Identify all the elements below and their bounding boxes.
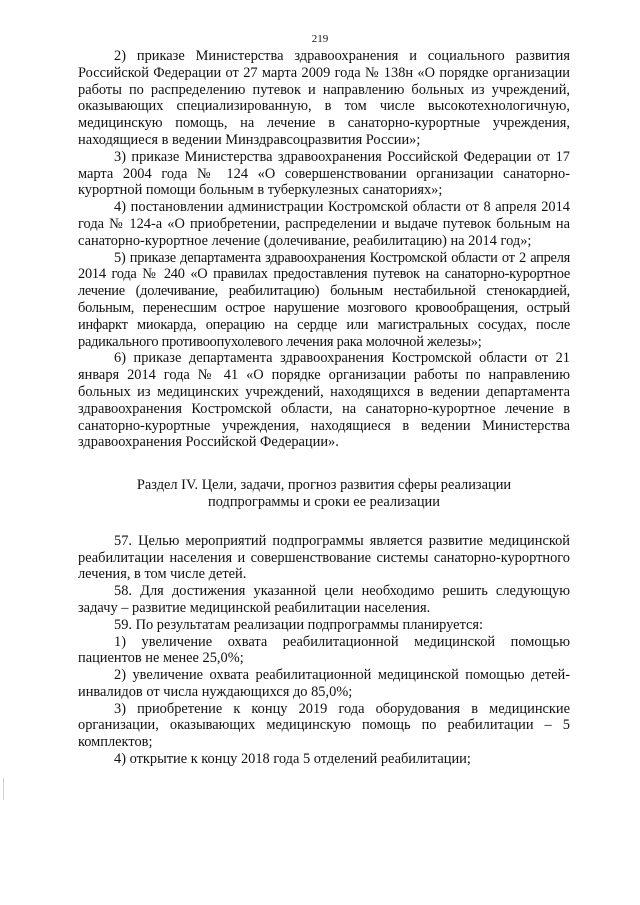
- paragraph-resolution-124a: 4) постановлении администрации Костромской области от 8 апреля 2014 года № 124-а «О приобретении, распределении и выдаче путевок больным на санаторно-курортное лечение (долечивание, реабилитацию) на 2014 год»;: [78, 199, 570, 249]
- list-item-1: 1) увеличение охвата реабилитационной медицинской помощью пациентов не менее 25,0%;: [78, 633, 570, 667]
- paragraph-58: 58. Для достижения указанной цели необходимо решить следующую задачу – развитие медицинской реабилитации населения.: [78, 583, 570, 616]
- section-heading-line-2: подпрограммы и сроки ее реализации: [208, 493, 440, 510]
- list-item-2: 2) увеличение охвата реабилитационной медицинской помощью детей-инвалидов от числа нуждающихся до 85,0%;: [78, 667, 570, 700]
- paragraph-order-240: 5) приказе департамента здравоохранения Костромской области от 2 апреля 2014 года № 240 «О правилах предоставления путевок на санаторно-курортное лечение (долечивание, реабилитацию) больным нестабильной стенокардией, больным, перенесшим острое нарушение мозгового кровообращения, острый инфаркт миокарда, операцию на сердце или магистральных сосудах, после радикального противоопухолевого лечения рака молочной железы»;: [78, 249, 570, 350]
- section-heading: [78, 477, 570, 511]
- page-number: 219: [311, 33, 329, 45]
- paragraph-59: 59. По результатам реализации подпрограммы планируется:: [114, 616, 484, 633]
- paragraph-order-41: 6) приказе департамента здравоохранения Костромской области от 21 января 2014 года № 41 «О порядке организации работы по направлению больных из медицинских учреждений, находящихся в ведении департамента здравоохранения Костромской области, на санаторно-курортное лечение в санаторно-курортные учреждения, находящиеся в ведении Министерства здравоохранения Российской Федерации».: [78, 350, 570, 451]
- paragraph-order-138n: 2) приказе Министерства здравоохранения и социального развития Российской Федерации от 27 марта 2009 года № 138н «О порядке организации работы по распределению путевок и направлению больных из учреждений, оказывающих специализированную, в том числе высокотехнологичную, медицинскую помощь, на лечение в санаторно-курортные учреждения, находящиеся в ведении Минздравсоцразвития России»;: [78, 48, 570, 148]
- scan-margin-mark: [3, 778, 4, 800]
- paragraph-order-124: 3) приказе Министерства здравоохранения Российской Федерации от 17 марта 2004 года № 124 «О совершенствовании организации санаторно-курортной помощи больным в туберкулезных санаториях»;: [78, 148, 570, 199]
- section-heading-line-1: Раздел IV. Цели, задачи, прогноз развития сферы реализации: [136, 477, 512, 494]
- document-body: [78, 48, 570, 768]
- paragraph-57: 57. Целью мероприятий подпрограммы является развитие медицинской реабилитации населения и совершенствование системы санаторно-курортного лечения, в том числе детей.: [78, 532, 570, 583]
- list-item-3: 3) приобретение к концу 2019 года оборудования в медицинские организации, оказывающих медицинскую помощь по реабилитации – 5 комплектов;: [78, 700, 570, 751]
- list-item-4: 4) открытие к концу 2018 года 5 отделений реабилитации;: [114, 751, 471, 768]
